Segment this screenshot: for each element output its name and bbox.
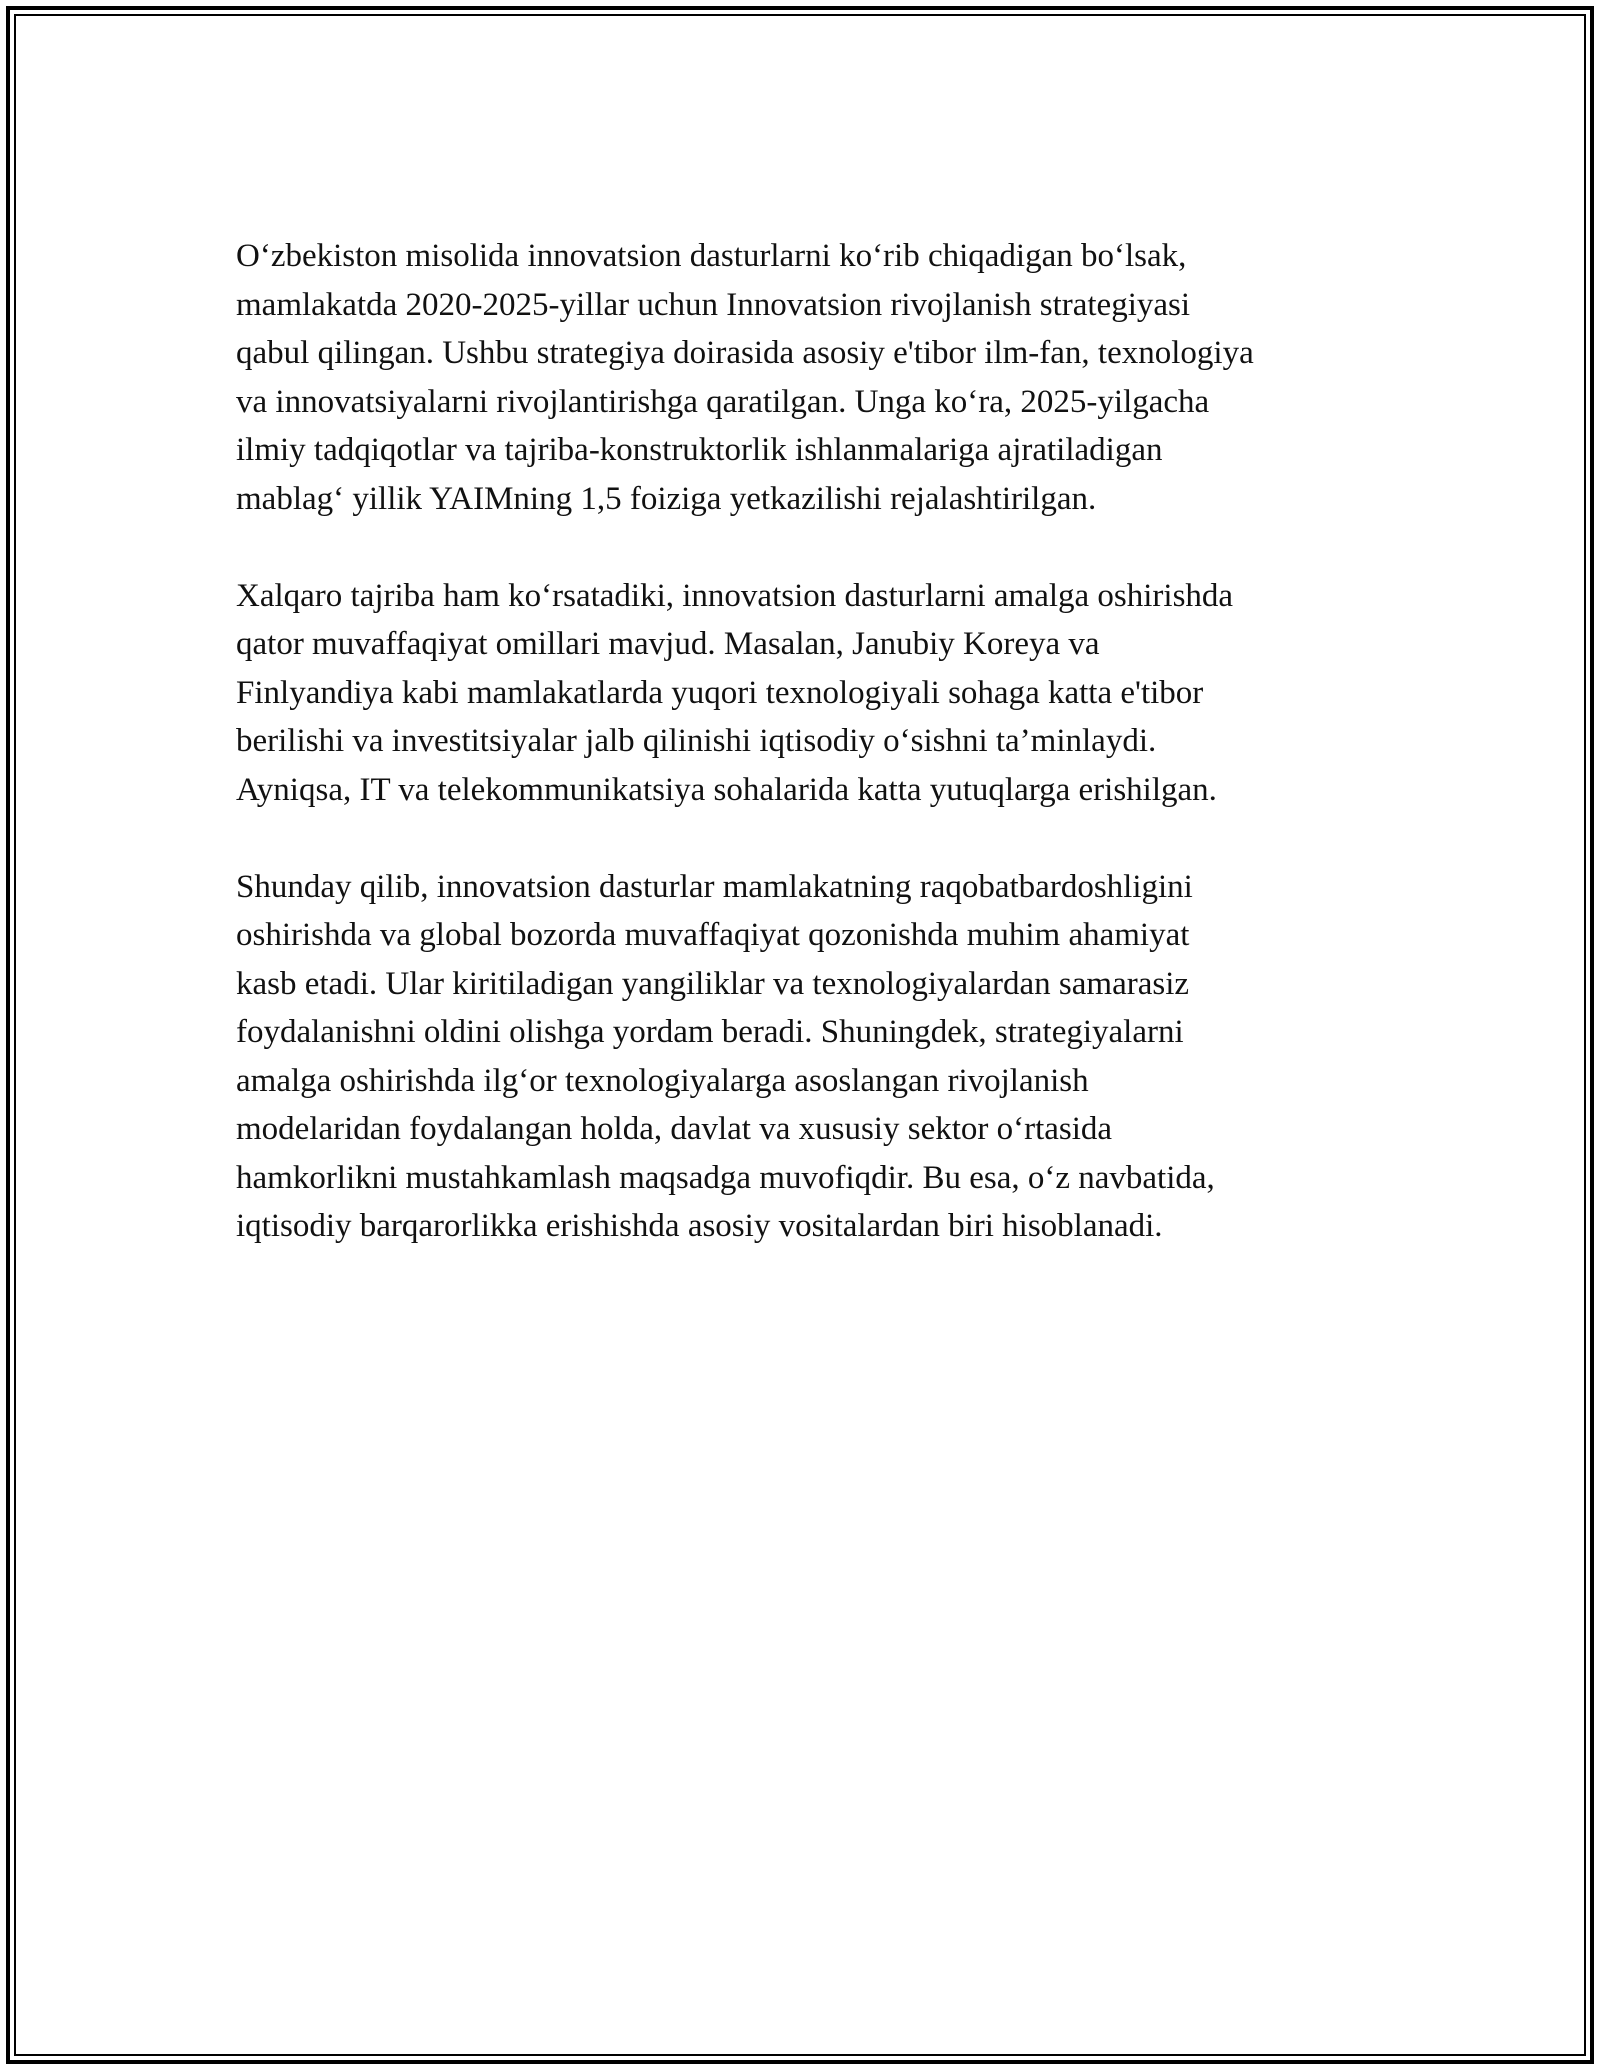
paragraph-2: Xalqaro tajriba ham ko‘rsatadiki, innovatsion dasturlarni amalga oshirishda qator muvaffaqiyat omillari mavjud. Masalan, Janubiy Koreya va Finlyandiya kabi mamlakatlarda yuqori texnologiyali sohaga katta e'tibor berilishi va investitsiyalar jalb qilinishi iqtisodiy o‘sishni ta’minlaydi. Ayniqsa, IT va telekommunikatsiya sohalarida katta yutuqlarga erishilgan. bbox=[236, 577, 1234, 808]
paragraph-3: Shunday qilib, innovatsion dasturlar mamlakatning raqobatbardoshligini oshirishda va global bozorda muvaffaqiyat qozonishda muhim ahamiyat kasb etadi. Ular kiritiladigan yangiliklar va texnologiyalardan samarasiz foydalanishni oldini olishga yordam beradi. Shuningdek, strategiyalarni amalga oshirishda ilg‘or texnologiyalarga asoslangan rivojlanish modelaridan foydalangan holda, davlat va xususiy sektor o‘rtasida hamkorlikni mustahkamlash maqsadga muvofiqdir. Bu esa, o‘z navbatida, iqtisodiy barqarorlikka erishishda asosiy vositalardan biri hisoblanadi. bbox=[236, 868, 1215, 1244]
document-body bbox=[236, 232, 1376, 1299]
paragraph-1: O‘zbekiston misolida innovatsion dasturlarni ko‘rib chiqadigan bo‘lsak, mamlakatda 2020-2025-yillar uchun Innovatsion rivojlanish strategiyasi qabul qilingan. Ushbu strategiya doirasida asosiy e'tibor ilm-fan, texnologiya va innovatsiyalarni rivojlantirishga qaratilgan. Unga ko‘ra, 2025-yilgacha ilmiy tadqiqotlar va tajriba-konstruktorlik ishlanmalariga ajratiladigan mablag‘ yillik YAIMning 1,5 foiziga yetkazilishi rejalashtirilgan. bbox=[236, 238, 1254, 517]
